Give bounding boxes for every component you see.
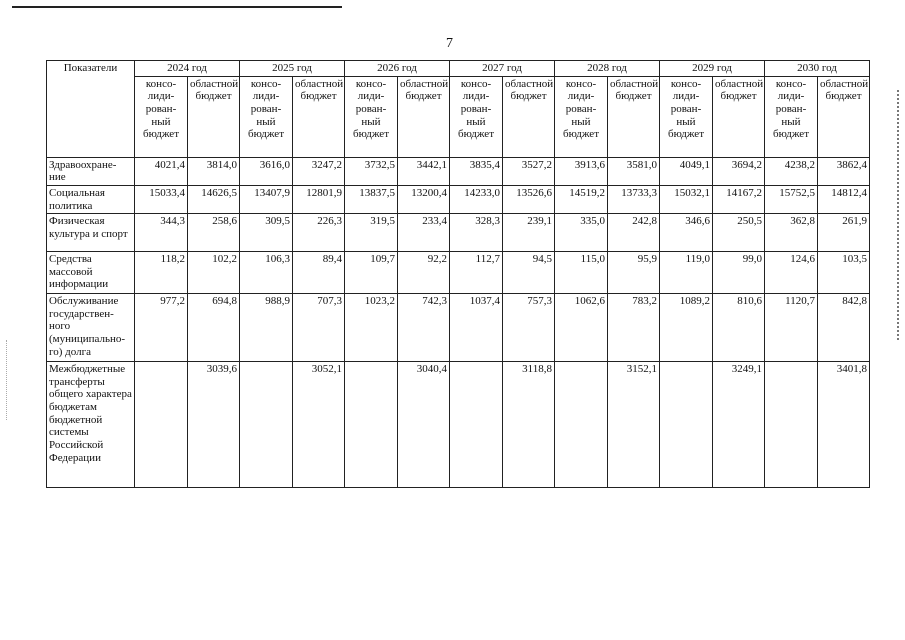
value-cell: 1120,7 xyxy=(765,294,818,362)
value-cell: 1062,6 xyxy=(555,294,608,362)
value-cell: 3527,2 xyxy=(503,157,555,185)
scan-left-mark xyxy=(6,340,9,420)
row-label: Межбюджетные трансферты общего характера бюджетам бюджетной системы Российской Федерации xyxy=(47,362,135,488)
consolidated-budget-header: консо-лиди-рован-ный бюджет xyxy=(135,76,188,157)
value-cell: 12801,9 xyxy=(293,185,345,213)
value-cell: 4021,4 xyxy=(135,157,188,185)
value-cell: 233,4 xyxy=(398,214,450,252)
regional-budget-header: областной бюджет xyxy=(398,76,450,157)
consolidated-budget-header: консо-лиди-рован-ный бюджет xyxy=(555,76,608,157)
value-cell: 239,1 xyxy=(503,214,555,252)
value-cell: 3814,0 xyxy=(188,157,240,185)
value-cell: 3249,1 xyxy=(713,362,765,488)
value-cell: 94,5 xyxy=(503,252,555,294)
value-cell: 92,2 xyxy=(398,252,450,294)
table-row xyxy=(47,185,870,213)
value-cell: 15752,5 xyxy=(765,185,818,213)
value-cell: 103,5 xyxy=(818,252,870,294)
value-cell: 13526,6 xyxy=(503,185,555,213)
value-cell: 344,3 xyxy=(135,214,188,252)
value-cell: 3581,0 xyxy=(608,157,660,185)
consolidated-budget-header: консо-лиди-рован-ный бюджет xyxy=(240,76,293,157)
value-cell: 14812,4 xyxy=(818,185,870,213)
scan-edge-mark xyxy=(897,90,902,340)
value-cell xyxy=(135,362,188,488)
value-cell: 13407,9 xyxy=(240,185,293,213)
value-cell: 3152,1 xyxy=(608,362,660,488)
value-cell: 4049,1 xyxy=(660,157,713,185)
value-cell: 15033,4 xyxy=(135,185,188,213)
year-header: 2027 год xyxy=(450,61,555,77)
value-cell: 124,6 xyxy=(765,252,818,294)
table-row xyxy=(47,294,870,362)
value-cell: 109,7 xyxy=(345,252,398,294)
consolidated-budget-header: консо-лиди-рован-ный бюджет xyxy=(660,76,713,157)
table-row xyxy=(47,214,870,252)
page-number: 7 xyxy=(446,36,453,51)
value-cell: 261,9 xyxy=(818,214,870,252)
value-cell: 783,2 xyxy=(608,294,660,362)
value-cell xyxy=(765,362,818,488)
value-cell: 4238,2 xyxy=(765,157,818,185)
value-cell: 3835,4 xyxy=(450,157,503,185)
value-cell: 3616,0 xyxy=(240,157,293,185)
value-cell: 102,2 xyxy=(188,252,240,294)
value-cell: 977,2 xyxy=(135,294,188,362)
value-cell: 99,0 xyxy=(713,252,765,294)
consolidated-budget-header: консо-лиди-рован-ный бюджет xyxy=(345,76,398,157)
value-cell: 13837,5 xyxy=(345,185,398,213)
value-cell: 842,8 xyxy=(818,294,870,362)
value-cell: 250,5 xyxy=(713,214,765,252)
value-cell: 1037,4 xyxy=(450,294,503,362)
value-cell: 112,7 xyxy=(450,252,503,294)
value-cell: 757,3 xyxy=(503,294,555,362)
indicator-header: Показатели xyxy=(47,61,135,158)
value-cell: 346,6 xyxy=(660,214,713,252)
year-header: 2026 год xyxy=(345,61,450,77)
value-cell: 14167,2 xyxy=(713,185,765,213)
value-cell: 3247,2 xyxy=(293,157,345,185)
value-cell xyxy=(240,362,293,488)
year-header: 2024 год xyxy=(135,61,240,77)
value-cell: 742,3 xyxy=(398,294,450,362)
value-cell: 1089,2 xyxy=(660,294,713,362)
value-cell: 14233,0 xyxy=(450,185,503,213)
value-cell: 3040,4 xyxy=(398,362,450,488)
value-cell xyxy=(660,362,713,488)
year-header: 2030 год xyxy=(765,61,870,77)
year-header: 2025 год xyxy=(240,61,345,77)
value-cell: 3401,8 xyxy=(818,362,870,488)
regional-budget-header: областной бюджет xyxy=(818,76,870,157)
value-cell: 3442,1 xyxy=(398,157,450,185)
regional-budget-header: областной бюджет xyxy=(608,76,660,157)
table-row xyxy=(47,252,870,294)
row-label: Средства массовой информации xyxy=(47,252,135,294)
value-cell: 95,9 xyxy=(608,252,660,294)
row-label: Социальная политика xyxy=(47,185,135,213)
row-label: Физическая культура и спорт xyxy=(47,214,135,252)
value-cell: 309,5 xyxy=(240,214,293,252)
value-cell: 89,4 xyxy=(293,252,345,294)
value-cell xyxy=(345,362,398,488)
value-cell: 1023,2 xyxy=(345,294,398,362)
consolidated-budget-header: консо-лиди-рован-ный бюджет xyxy=(765,76,818,157)
value-cell: 119,0 xyxy=(660,252,713,294)
value-cell: 3913,6 xyxy=(555,157,608,185)
header-row-years xyxy=(47,61,870,77)
value-cell xyxy=(450,362,503,488)
value-cell: 13200,4 xyxy=(398,185,450,213)
value-cell: 3118,8 xyxy=(503,362,555,488)
budget-table xyxy=(46,60,870,488)
value-cell: 14519,2 xyxy=(555,185,608,213)
row-label: Обслуживание государствен-ного (муниципально-го) долга xyxy=(47,294,135,362)
value-cell: 242,8 xyxy=(608,214,660,252)
value-cell: 694,8 xyxy=(188,294,240,362)
value-cell: 988,9 xyxy=(240,294,293,362)
top-rule xyxy=(12,6,342,8)
value-cell: 319,5 xyxy=(345,214,398,252)
value-cell: 3862,4 xyxy=(818,157,870,185)
header-row-budget-types xyxy=(47,76,870,157)
value-cell: 810,6 xyxy=(713,294,765,362)
value-cell: 115,0 xyxy=(555,252,608,294)
value-cell: 3052,1 xyxy=(293,362,345,488)
value-cell: 3732,5 xyxy=(345,157,398,185)
consolidated-budget-header: консо-лиди-рован-ный бюджет xyxy=(450,76,503,157)
value-cell: 362,8 xyxy=(765,214,818,252)
value-cell: 118,2 xyxy=(135,252,188,294)
value-cell: 14626,5 xyxy=(188,185,240,213)
value-cell: 3039,6 xyxy=(188,362,240,488)
value-cell: 13733,3 xyxy=(608,185,660,213)
value-cell: 328,3 xyxy=(450,214,503,252)
regional-budget-header: областной бюджет xyxy=(188,76,240,157)
value-cell xyxy=(555,362,608,488)
value-cell: 226,3 xyxy=(293,214,345,252)
regional-budget-header: областной бюджет xyxy=(503,76,555,157)
value-cell: 15032,1 xyxy=(660,185,713,213)
value-cell: 335,0 xyxy=(555,214,608,252)
regional-budget-header: областной бюджет xyxy=(713,76,765,157)
value-cell: 258,6 xyxy=(188,214,240,252)
regional-budget-header: областной бюджет xyxy=(293,76,345,157)
value-cell: 707,3 xyxy=(293,294,345,362)
table-row xyxy=(47,157,870,185)
row-label: Здравоохране-ние xyxy=(47,157,135,185)
value-cell: 106,3 xyxy=(240,252,293,294)
value-cell: 3694,2 xyxy=(713,157,765,185)
table-row xyxy=(47,362,870,488)
year-header: 2028 год xyxy=(555,61,660,77)
year-header: 2029 год xyxy=(660,61,765,77)
